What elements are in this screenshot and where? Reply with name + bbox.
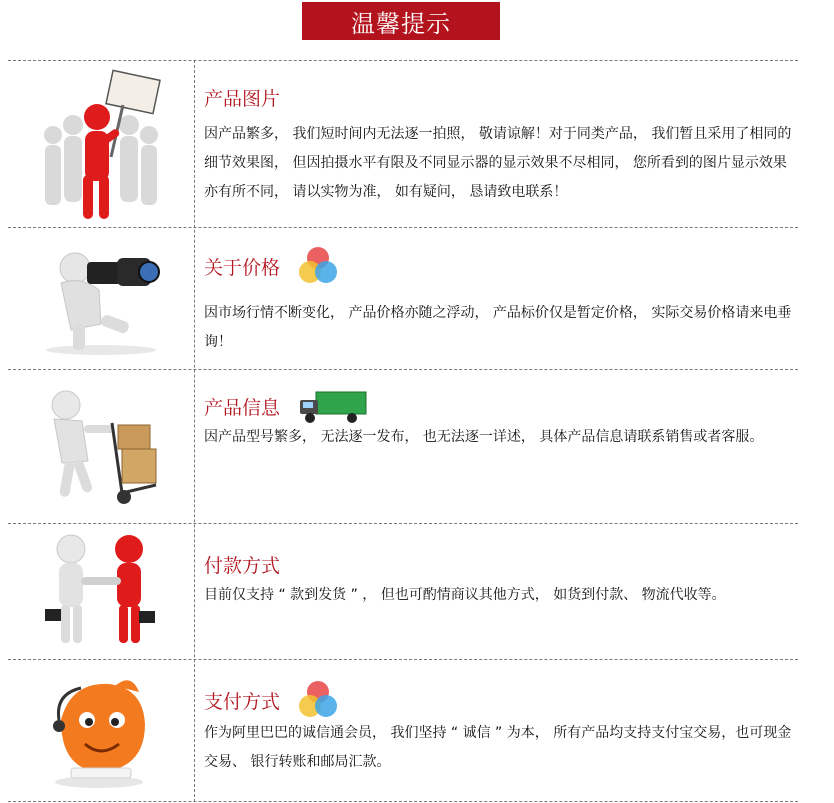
- handshake-icon: [8, 523, 194, 659]
- hand-truck-boxes-icon: [8, 369, 194, 523]
- section-heading: 支付方式: [204, 690, 281, 713]
- section-heading: 产品信息: [204, 396, 281, 419]
- section-pricing: [8, 227, 798, 369]
- section-payment-methods: [8, 659, 798, 801]
- section-product-images: [8, 60, 798, 227]
- color-circles-icon: [296, 679, 340, 721]
- photographer-camera-icon: [8, 227, 194, 369]
- mascot-headset-icon: [8, 659, 194, 801]
- section-text: 因产品繁多， 我们短时间内无法逐一拍照， 敬请谅解！对于同类产品， 我们暂且采用了相同的细节效果图， 但因拍摄水平有限及不同显示器的显示效果不尽相同， 您所看到的图片显示效果亦有所不同， 请以实物为准， 如有疑问， 恳请致电联系！: [204, 126, 792, 200]
- section-text: 目前仅支持 “ 款到发货 ” ， 但也可酌情商议其他方式， 如货到付款、 物流代收等。: [204, 587, 726, 603]
- crowd-leader-sign-icon: [8, 60, 194, 227]
- delivery-truck-icon: [296, 386, 372, 426]
- color-circles-icon: [296, 245, 340, 287]
- page-title-banner: [302, 2, 500, 40]
- section-product-info: [8, 369, 798, 523]
- page-title: 温馨提示: [351, 9, 451, 38]
- section-heading: 付款方式: [204, 554, 281, 577]
- section-text: 因市场行情不断变化， 产品价格亦随之浮动， 产品标价仅是暂定价格， 实际交易价格请来电垂询！: [204, 305, 792, 350]
- section-heading: 关于价格: [204, 256, 281, 279]
- divider: [8, 801, 798, 802]
- section-text: 作为阿里巴巴的诚信通会员， 我们坚持 “ 诚信 ” 为本， 所有产品均支持支付宝交易，也可现金交易、 银行转账和邮局汇款。: [204, 725, 792, 770]
- notice-table: [8, 60, 798, 802]
- section-heading: 产品图片: [204, 87, 281, 110]
- section-text: 因产品型号繁多， 无法逐一发布， 也无法逐一详述， 具体产品信息请联系销售或者客服。: [204, 429, 764, 445]
- section-payment-terms: [8, 523, 798, 659]
